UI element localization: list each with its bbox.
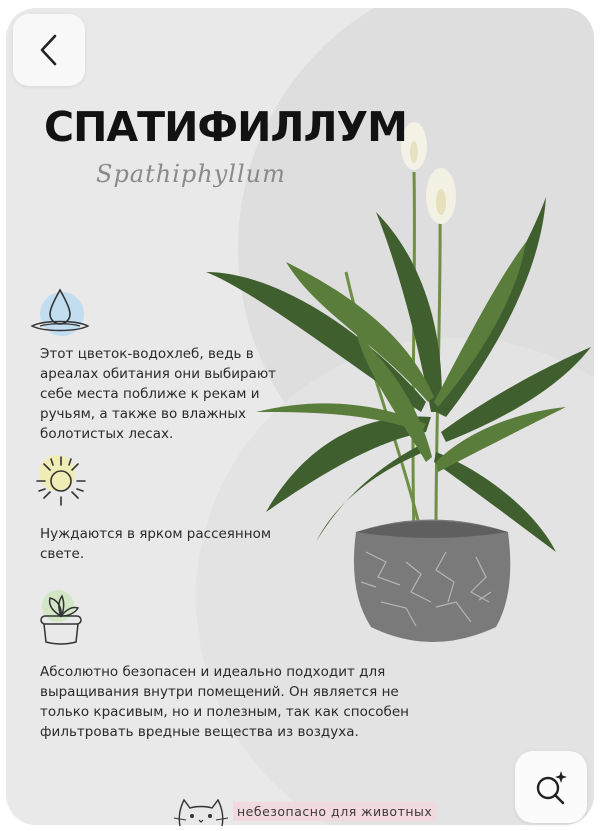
pet-warning-badge: небезопасно для животных [233,802,436,821]
cat-icon [172,796,230,830]
feature-safety-text: Абсолютно безопасен и идеально подходит для выращивания внутри помещений. Он является не только красивым, но и полезным, так как способен фильтровать вредные вещества из воздуха. [40,664,409,740]
sun-icon [33,453,89,509]
feature-light-text: Нуждаются в ярком рассеянном свете. [40,526,272,562]
water-drop-icon [28,284,92,338]
chevron-left-icon [37,33,61,67]
back-button[interactable] [13,14,85,86]
latin-name: Spathiphyllum [96,160,286,188]
potted-sprout-icon [36,588,86,648]
feature-water-text: Этот цветок-водохлеб, ведь в ареалах обитания они выбирают себе места поближе к рекам и ручьям, а также во влажных болотистых лесах. [40,346,277,442]
search-sparkle-icon [533,769,569,805]
search-button[interactable] [515,751,587,823]
page-title: СПАТИФИЛЛУМ [44,103,407,151]
